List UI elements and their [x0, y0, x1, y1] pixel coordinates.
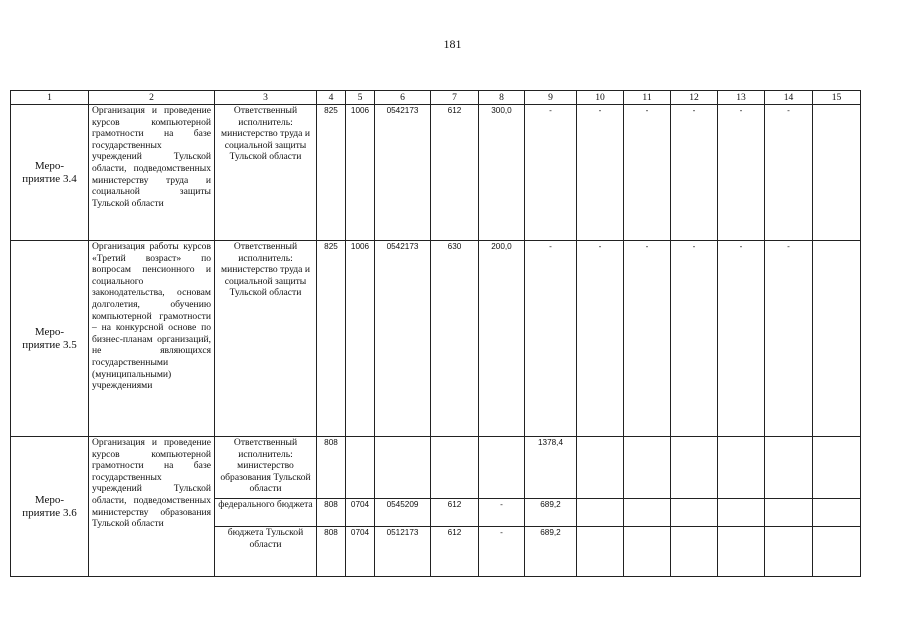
value-cell: 808 [317, 527, 346, 577]
value-cell [346, 437, 375, 499]
column-number: 1 [11, 91, 89, 105]
column-number: 15 [813, 91, 861, 105]
value-cell: 825 [317, 241, 346, 437]
value-cell: - [479, 527, 525, 577]
measure-label: Меро- приятие 3.4 [11, 105, 89, 241]
value-cell: 1006 [346, 105, 375, 241]
measure-description: Организация и проведение курсов компьютерной грамотности на базе государственных учреждений Тульской области, подведомственных министерству образования Тульской области [89, 437, 215, 577]
value-cell: - [624, 241, 671, 437]
value-cell: 0704 [346, 527, 375, 577]
measure-label: Меро- приятие 3.5 [11, 241, 89, 437]
executor-cell: бюджета Тульской области [215, 527, 317, 577]
value-cell: 1006 [346, 241, 375, 437]
value-cell [718, 437, 765, 499]
value-cell: 0704 [346, 499, 375, 527]
value-cell [765, 499, 813, 527]
value-cell: 630 [431, 241, 479, 437]
value-cell [577, 437, 624, 499]
table-body [11, 91, 861, 577]
value-cell [813, 437, 861, 499]
value-cell: 612 [431, 105, 479, 241]
executor-cell: Ответственный исполнитель: министерство труда и социальной защиты Тульской области [215, 241, 317, 437]
column-number: 14 [765, 91, 813, 105]
value-cell: 808 [317, 437, 346, 499]
column-number: 3 [215, 91, 317, 105]
column-number: 8 [479, 91, 525, 105]
value-cell: 0542173 [375, 241, 431, 437]
value-cell: - [671, 241, 718, 437]
value-cell: - [577, 105, 624, 241]
value-cell [671, 527, 718, 577]
value-cell: 0542173 [375, 105, 431, 241]
value-cell [765, 437, 813, 499]
measure-description: Организация работы курсов «Третий возраст» по вопросам пенсионного и социального законодательства, основам долголетия, обучению компьютерной грамотности – на конкурсной основе по бизнес-планам организаций, не являющихся государственными (муниципальными) учреждениями [89, 241, 215, 437]
table-row [11, 105, 861, 241]
value-cell: - [718, 105, 765, 241]
value-cell [671, 499, 718, 527]
value-cell [813, 499, 861, 527]
value-cell [624, 499, 671, 527]
value-cell: - [525, 105, 577, 241]
column-number: 11 [624, 91, 671, 105]
value-cell: 612 [431, 499, 479, 527]
column-number: 12 [671, 91, 718, 105]
value-cell: 200,0 [479, 241, 525, 437]
value-cell: 612 [431, 527, 479, 577]
value-cell: 1378,4 [525, 437, 577, 499]
executor-cell: Ответственный исполнитель: министерство труда и социальной защиты Тульской области [215, 105, 317, 241]
value-cell: - [624, 105, 671, 241]
column-number: 5 [346, 91, 375, 105]
value-cell [718, 499, 765, 527]
value-cell [624, 437, 671, 499]
column-number: 13 [718, 91, 765, 105]
value-cell [813, 105, 861, 241]
measure-label: Меро- приятие 3.6 [11, 437, 89, 577]
value-cell: 0512173 [375, 527, 431, 577]
value-cell: 0545209 [375, 499, 431, 527]
value-cell: 689,2 [525, 527, 577, 577]
value-cell [813, 527, 861, 577]
value-cell: - [577, 241, 624, 437]
value-cell: 825 [317, 105, 346, 241]
column-number: 10 [577, 91, 624, 105]
value-cell: 808 [317, 499, 346, 527]
value-cell: 300,0 [479, 105, 525, 241]
value-cell: - [765, 241, 813, 437]
value-cell [479, 437, 525, 499]
value-cell: - [718, 241, 765, 437]
measure-description: Организация и проведение курсов компьютерной грамотности на базе государственных учреждений Тульской области, подведомственных министерству труда и социальной защиты Тульской области [89, 105, 215, 241]
value-cell [718, 527, 765, 577]
value-cell [577, 499, 624, 527]
value-cell [431, 437, 479, 499]
value-cell [577, 527, 624, 577]
page-number: 181 [443, 37, 462, 51]
value-cell [813, 241, 861, 437]
table-row [11, 241, 861, 437]
value-cell: - [525, 241, 577, 437]
value-cell: - [479, 499, 525, 527]
column-number: 6 [375, 91, 431, 105]
executor-cell: федерального бюджета [215, 499, 317, 527]
table-row [11, 437, 861, 499]
column-number: 2 [89, 91, 215, 105]
executor-cell: Ответственный исполнитель: министерство образования Тульской области [215, 437, 317, 499]
column-number: 7 [431, 91, 479, 105]
value-cell [671, 437, 718, 499]
value-cell [765, 527, 813, 577]
column-number-row [11, 91, 861, 105]
value-cell: 689,2 [525, 499, 577, 527]
value-cell: - [671, 105, 718, 241]
value-cell: - [765, 105, 813, 241]
column-number: 4 [317, 91, 346, 105]
value-cell [375, 437, 431, 499]
column-number: 9 [525, 91, 577, 105]
value-cell [624, 527, 671, 577]
budget-table [10, 90, 861, 577]
